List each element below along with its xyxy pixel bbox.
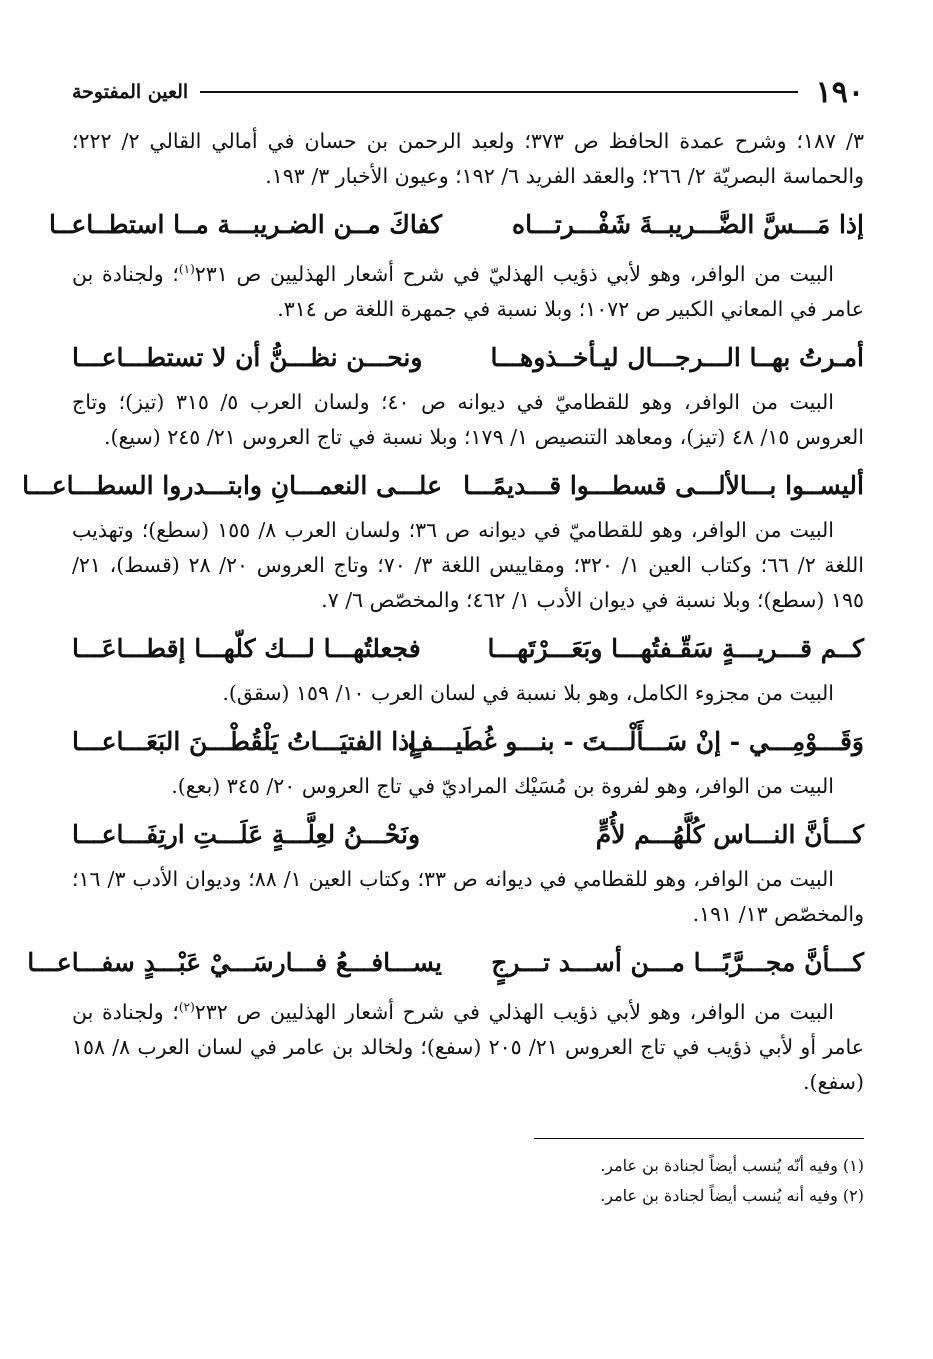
commentary-text: البيت من الوافر، وهو لأبي ذؤيب الهذلي في شرح أشعار الهذليين ص ٢٣٢ <box>194 999 834 1024</box>
verse-first-hemistich: كـــأنَّ مجـــرَّبًـــا مـــن أســـد تـــرجٍ <box>491 947 864 977</box>
book-page <box>22 72 864 1211</box>
footnote-ref: (٢) <box>178 999 195 1014</box>
commentary-paragraph <box>72 252 864 327</box>
page-number: ١٩٠ <box>815 74 864 110</box>
verse-line <box>72 814 864 856</box>
commentary-paragraph: البيت من الوافر، وهو للقطاميّ في ديوانه ص ٣٦؛ ولسان العرب ٨/ ١٥٥ (سطع)؛ وتهذيب اللغة ٢/ ٦٦؛ وكتاب العين ١/ ٣٢٠؛ ومقاييس اللغة ٣/ ٧٠؛ وتاج العروس ٢٠/ ٢٨ (قسط)، ٢١/ ١٩٥ (سطع)؛ وبلا نسبة في ديوان الأدب ١/ ٤٦٢؛ والمخصّص ٦/ ٧. <box>72 517 864 612</box>
page-header <box>72 72 864 112</box>
verse-first-hemistich: أليســوا بـــالألـــى قسطـــوا قـــديمًـــا <box>463 470 864 500</box>
verse-second-hemistich: ونَحْـــنُ لعِلَّـــةٍ عَلَـــتِ ارتِفَـــاعـــا <box>72 819 421 849</box>
verse-second-hemistich: كفاكَ مــن الضـريبـــة مــا استطــاعــا <box>49 210 442 239</box>
commentary-paragraph: البيت من مجزوء الكامل، وهو بلا نسبة في لسان العرب ١٠/ ١٥٩ (سقق). <box>222 680 834 705</box>
footnote-ref: (١) <box>178 262 195 276</box>
commentary-text: ؛ ولجنادة بن عامر أو لأبي ذؤيب في تاج العروس ٢١/ ٢٠٥ (سفع)؛ ولخالد بن عامر في لسان العرب ٨/ ١٥٨ (سفع). <box>72 999 864 1094</box>
footnote-separator <box>534 1138 864 1139</box>
commentary-paragraph: البيت من الوافر، وهو للقطامي في ديوانه ص ٣٣؛ وكتاب العين ١/ ٨٨؛ وديوان الأدب ٣/ ١٦؛ والمخصّص ١٣/ ١٩١. <box>72 866 864 926</box>
verse-second-hemistich: يســـافـــعُ فـــارسَـــيْ عَبْـــدٍ سفـــاعـــا <box>27 947 442 977</box>
verse-first-hemistich: إذا مَـــسَّ الضَّـــريبــةَ شَفْـــرتـــاه <box>512 210 864 239</box>
verse-first-hemistich: وَقَـــوْمِـــي - إنْ سَـــأَلْـــتَ - بنـــو غُطَيـــفٍ <box>407 726 864 756</box>
footnote: (١) وفيه أنّه يُنسب أيضاً لجنادة بن عامر. <box>600 1155 864 1175</box>
verse-first-hemistich: كــم قـــريـــةٍ سَقّـفتُهـــا وبَعَـــرْتَهـــا <box>487 633 864 663</box>
header-rule <box>200 91 797 93</box>
commentary-paragraph: البيت من الوافر، وهو لفروة بن مُسَيْك المراديّ في تاج العروس ٢٠/ ٣٤٥ (بعع). <box>171 773 834 798</box>
verse-second-hemistich: فجعلتُهـــا لـــك كلّهـــا إقطـــاعَـــا <box>72 633 421 663</box>
verse-second-hemistich: علـــى النعمـــانِ وابتـــدروا السطـــاعـــا <box>22 470 442 500</box>
verse-second-hemistich: ونحـــن نظـــنُّ أن لا تستطـــاعـــا <box>72 342 423 372</box>
verse-line <box>72 337 864 379</box>
verse-line <box>27 942 864 984</box>
commentary-paragraph: البيت من الوافر، وهو للقطاميّ في ديوانه ص ٤٠؛ ولسان العرب ٥/ ٣١٥ (تيز)؛ وتاج العروس ١٥/ ٤٨ (تيز)، ومعاهد التنصيص ١/ ١٧٩؛ وبلا نسبة في تاج العروس ٢١/ ٢٤٥ (سيع). <box>72 389 864 449</box>
verse-line <box>49 204 864 246</box>
commentary-paragraph <box>72 990 864 1100</box>
verse-line <box>22 465 864 507</box>
intro-paragraph: ٣/ ١٨٧؛ وشرح عمدة الحافظ ص ٣٧٣؛ ولعبد الرحمن بن حسان في أمالي القالي ٢/ ٢٢٢؛ والحماسة البصريّة ٢/ ٢٦٦؛ والعقد الفريد ٦/ ١٩٢؛ وعيون الأخبار ٣/ ١٩٣. <box>72 129 864 188</box>
running-title: العين المفتوحة <box>72 81 189 103</box>
verse-line <box>72 628 864 670</box>
verse-line <box>72 721 864 763</box>
commentary-text: ؛ ولجنادة بن عامر في المعاني الكبير ص ١٠٧٢؛ وبلا نسبة في جمهرة اللغة ص ٣١٤. <box>72 261 864 321</box>
footnote: (٢) وفيه أنه يُنسب أيضاً لجنادة بن عامر. <box>600 1185 864 1205</box>
verse-first-hemistich: كـــأنَّ النـــاس كُلَّهُـــم لأُمٍّ <box>595 819 864 849</box>
verse-first-hemistich: أمـرتُ بهــا الـــرجـــال ليـأخــذوهـــا <box>490 342 864 372</box>
verse-second-hemistich: إذا الفتيَـــاتُ يَلْقُطْـــنَ البَعَـــاعـــا <box>72 726 417 756</box>
commentary-text: البيت من الوافر، وهو لأبي ذؤيب الهذليّ في شرح أشعار الهذليين ص ٢٣١ <box>194 261 834 286</box>
